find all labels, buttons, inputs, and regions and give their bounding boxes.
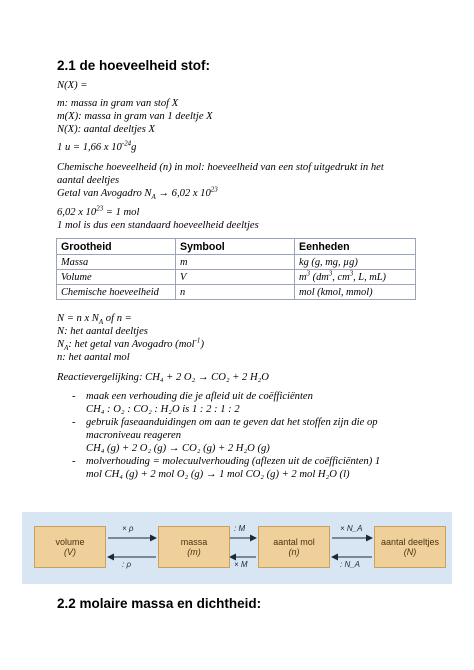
- reaction-equation: Reactievergelijking: CH₄ + 2 O₂ → CO₂ + 2 H₂O: [57, 372, 269, 383]
- table-cell: Volume: [57, 270, 176, 285]
- op-times-M: × M: [234, 560, 248, 569]
- bullet-1-line-1: maak een verhouding die je afleid uit de coëfficiënten: [86, 391, 313, 402]
- mx-definition: m(X): massa in gram van 1 deeltje X: [57, 111, 213, 122]
- header-grootheid: Grootheid: [57, 239, 176, 255]
- NA-definition: $N_A$: het getal van Avogadro (mol$^{-1}$): [57, 336, 204, 353]
- box-symbol: (m): [187, 547, 201, 557]
- atomic-mass-unit: 1 u = 1,66 x $10^{-24}g$: [57, 139, 137, 153]
- nx-formula: N(X) =: [57, 80, 88, 91]
- op-times-rho: × ρ: [122, 524, 134, 533]
- table-header-row: [57, 239, 416, 255]
- section-title-2-1: 2.1 de hoeveelheid stof:: [57, 58, 211, 73]
- table-cell: kg (g, mg, µg): [295, 255, 416, 270]
- box-label: aantal mol: [273, 537, 315, 547]
- header-eenheden: Eenheden: [295, 239, 416, 255]
- table-row: [57, 270, 416, 285]
- chem-definition-2: aantal deeltjes: [57, 175, 120, 186]
- bullet-2-line-3: CH₄ (g) + 2 O₂ (g) → CO₂ (g) + 2 H₂O (g): [86, 443, 270, 454]
- box-aantal-mol: [258, 526, 330, 568]
- avogadro-number: Getal van Avogadro $N_A \to 6,02$ x $10^{23}$: [57, 185, 218, 202]
- header-symbool: Symbool: [176, 239, 295, 255]
- table-cell: m: [176, 255, 295, 270]
- box-label: aantal deeltjes: [380, 537, 440, 547]
- n-formula: N = n x $N_A$ of n =: [57, 313, 132, 327]
- Nx-definition: N(X): aantal deeltjes X: [57, 124, 155, 135]
- op-div-NA: : N_A: [340, 560, 361, 569]
- box-volume: [34, 526, 106, 568]
- table-cell: mol (kmol, mmol): [295, 285, 416, 300]
- m-definition: m: massa in gram van stof X: [57, 98, 179, 109]
- bullet-3-line-2: mol CH₄ (g) + 2 mol O₂ (g) → 1 mol CO₂ (g) + 2 mol H₂O (l): [86, 469, 350, 480]
- mol-equation: 6,02 x $10^{23} = 1$ mol: [57, 204, 140, 218]
- bullet-dash: -: [72, 456, 76, 467]
- op-div-rho: : ρ: [122, 560, 132, 569]
- op-times-NA: × N_A: [340, 524, 363, 533]
- op-div-M: : M: [234, 524, 246, 533]
- bullet-3-line-1: molverhouding = molecuulverhouding (aflezen uit de coëfficiënten) 1: [86, 456, 381, 467]
- table-cell: V: [176, 270, 295, 285]
- box-aantal-deeltjes: [374, 526, 446, 568]
- conversion-diagram: [22, 512, 452, 584]
- box-symbol: (V): [64, 547, 76, 557]
- table-row: [57, 285, 416, 300]
- table-cell: Chemische hoeveelheid: [57, 285, 176, 300]
- n-definition: n: het aantal mol: [57, 352, 130, 363]
- table-cell: Massa: [57, 255, 176, 270]
- quantity-table: [56, 238, 416, 300]
- bullet-2-line-2: macroniveau reageren: [86, 430, 182, 441]
- box-label: massa: [180, 537, 208, 547]
- bullet-dash: -: [72, 417, 76, 428]
- table-cell: n: [176, 285, 295, 300]
- table-cell: $m^3$ ($dm^3$, $cm^3$, L, mL): [295, 270, 416, 285]
- bullet-dash: -: [72, 391, 76, 402]
- mol-standard: 1 mol is dus een standaard hoeveelheid deeltjes: [57, 220, 259, 231]
- box-massa: [158, 526, 230, 568]
- box-symbol: (n): [288, 547, 300, 557]
- table-row: [57, 255, 416, 270]
- box-symbol: (N): [403, 547, 417, 557]
- box-label: volume: [55, 537, 85, 547]
- section-title-2-2: 2.2 molaire massa en dichtheid:: [57, 596, 262, 611]
- bullet-1-line-2: CH₄ : O₂ : CO₂ : H₂O is 1 : 2 : 1 : 2: [86, 404, 240, 415]
- bullet-2-line-1: gebruik faseaanduidingen om aan te geven dat het stoffen zijn die op: [86, 417, 378, 428]
- chem-definition-1: Chemische hoeveelheid (n) in mol: hoeveelheid van een stof uitgedrukt in het: [57, 162, 384, 173]
- N-definition: N: het aantal deeltjes: [57, 326, 148, 337]
